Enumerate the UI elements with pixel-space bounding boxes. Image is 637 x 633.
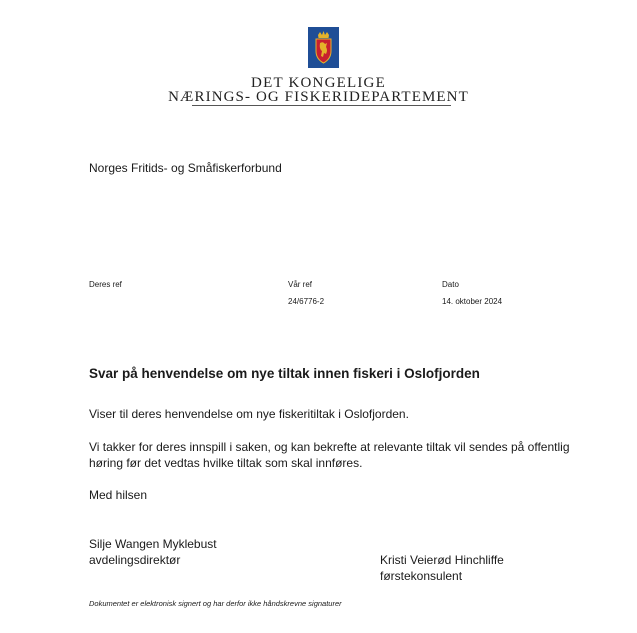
var-ref-value: 24/6776-2 (288, 297, 325, 306)
signature-title-1: avdelingsdirektør (89, 553, 181, 567)
var-ref-label: Vår ref (288, 280, 313, 289)
department-name-line1: DET KONGELIGE (251, 75, 386, 91)
signature-title-2: førstekonsulent (380, 569, 463, 583)
letter-title: Svar på henvendelse om nye tiltak innen fiskeri i Oslofjorden (89, 366, 480, 381)
department-name-line2: NÆRINGS- OG FISKERIDEPARTEMENT (168, 89, 469, 105)
dato-label: Dato (442, 280, 459, 289)
signature-name-2: Kristi Veierød Hinchliffe (380, 553, 504, 567)
header-rule (192, 105, 451, 106)
closing: Med hilsen (89, 488, 148, 502)
deres-ref-label: Deres ref (89, 280, 122, 289)
paragraph-2-line-1: Vi takker for deres innspill i saken, og kan bekrefte at relevante tiltak vil sendes på offentlig (89, 440, 570, 454)
dato-value: 14. oktober 2024 (442, 297, 503, 306)
paragraph-1: Viser til deres henvendelse om nye fiskeritiltak i Oslofjorden. (89, 407, 409, 421)
signature-name-1: Silje Wangen Myklebust (89, 537, 217, 551)
paragraph-2-line-2: høring før det vedtas hvilke tiltak som skal innføres. (89, 456, 363, 470)
footer-note: Dokumentet er elektronisk signert og har derfor ikke håndskrevne signaturer (89, 599, 342, 608)
recipient: Norges Fritids- og Småfiskerforbund (89, 161, 282, 175)
coat-of-arms-icon (308, 27, 339, 68)
